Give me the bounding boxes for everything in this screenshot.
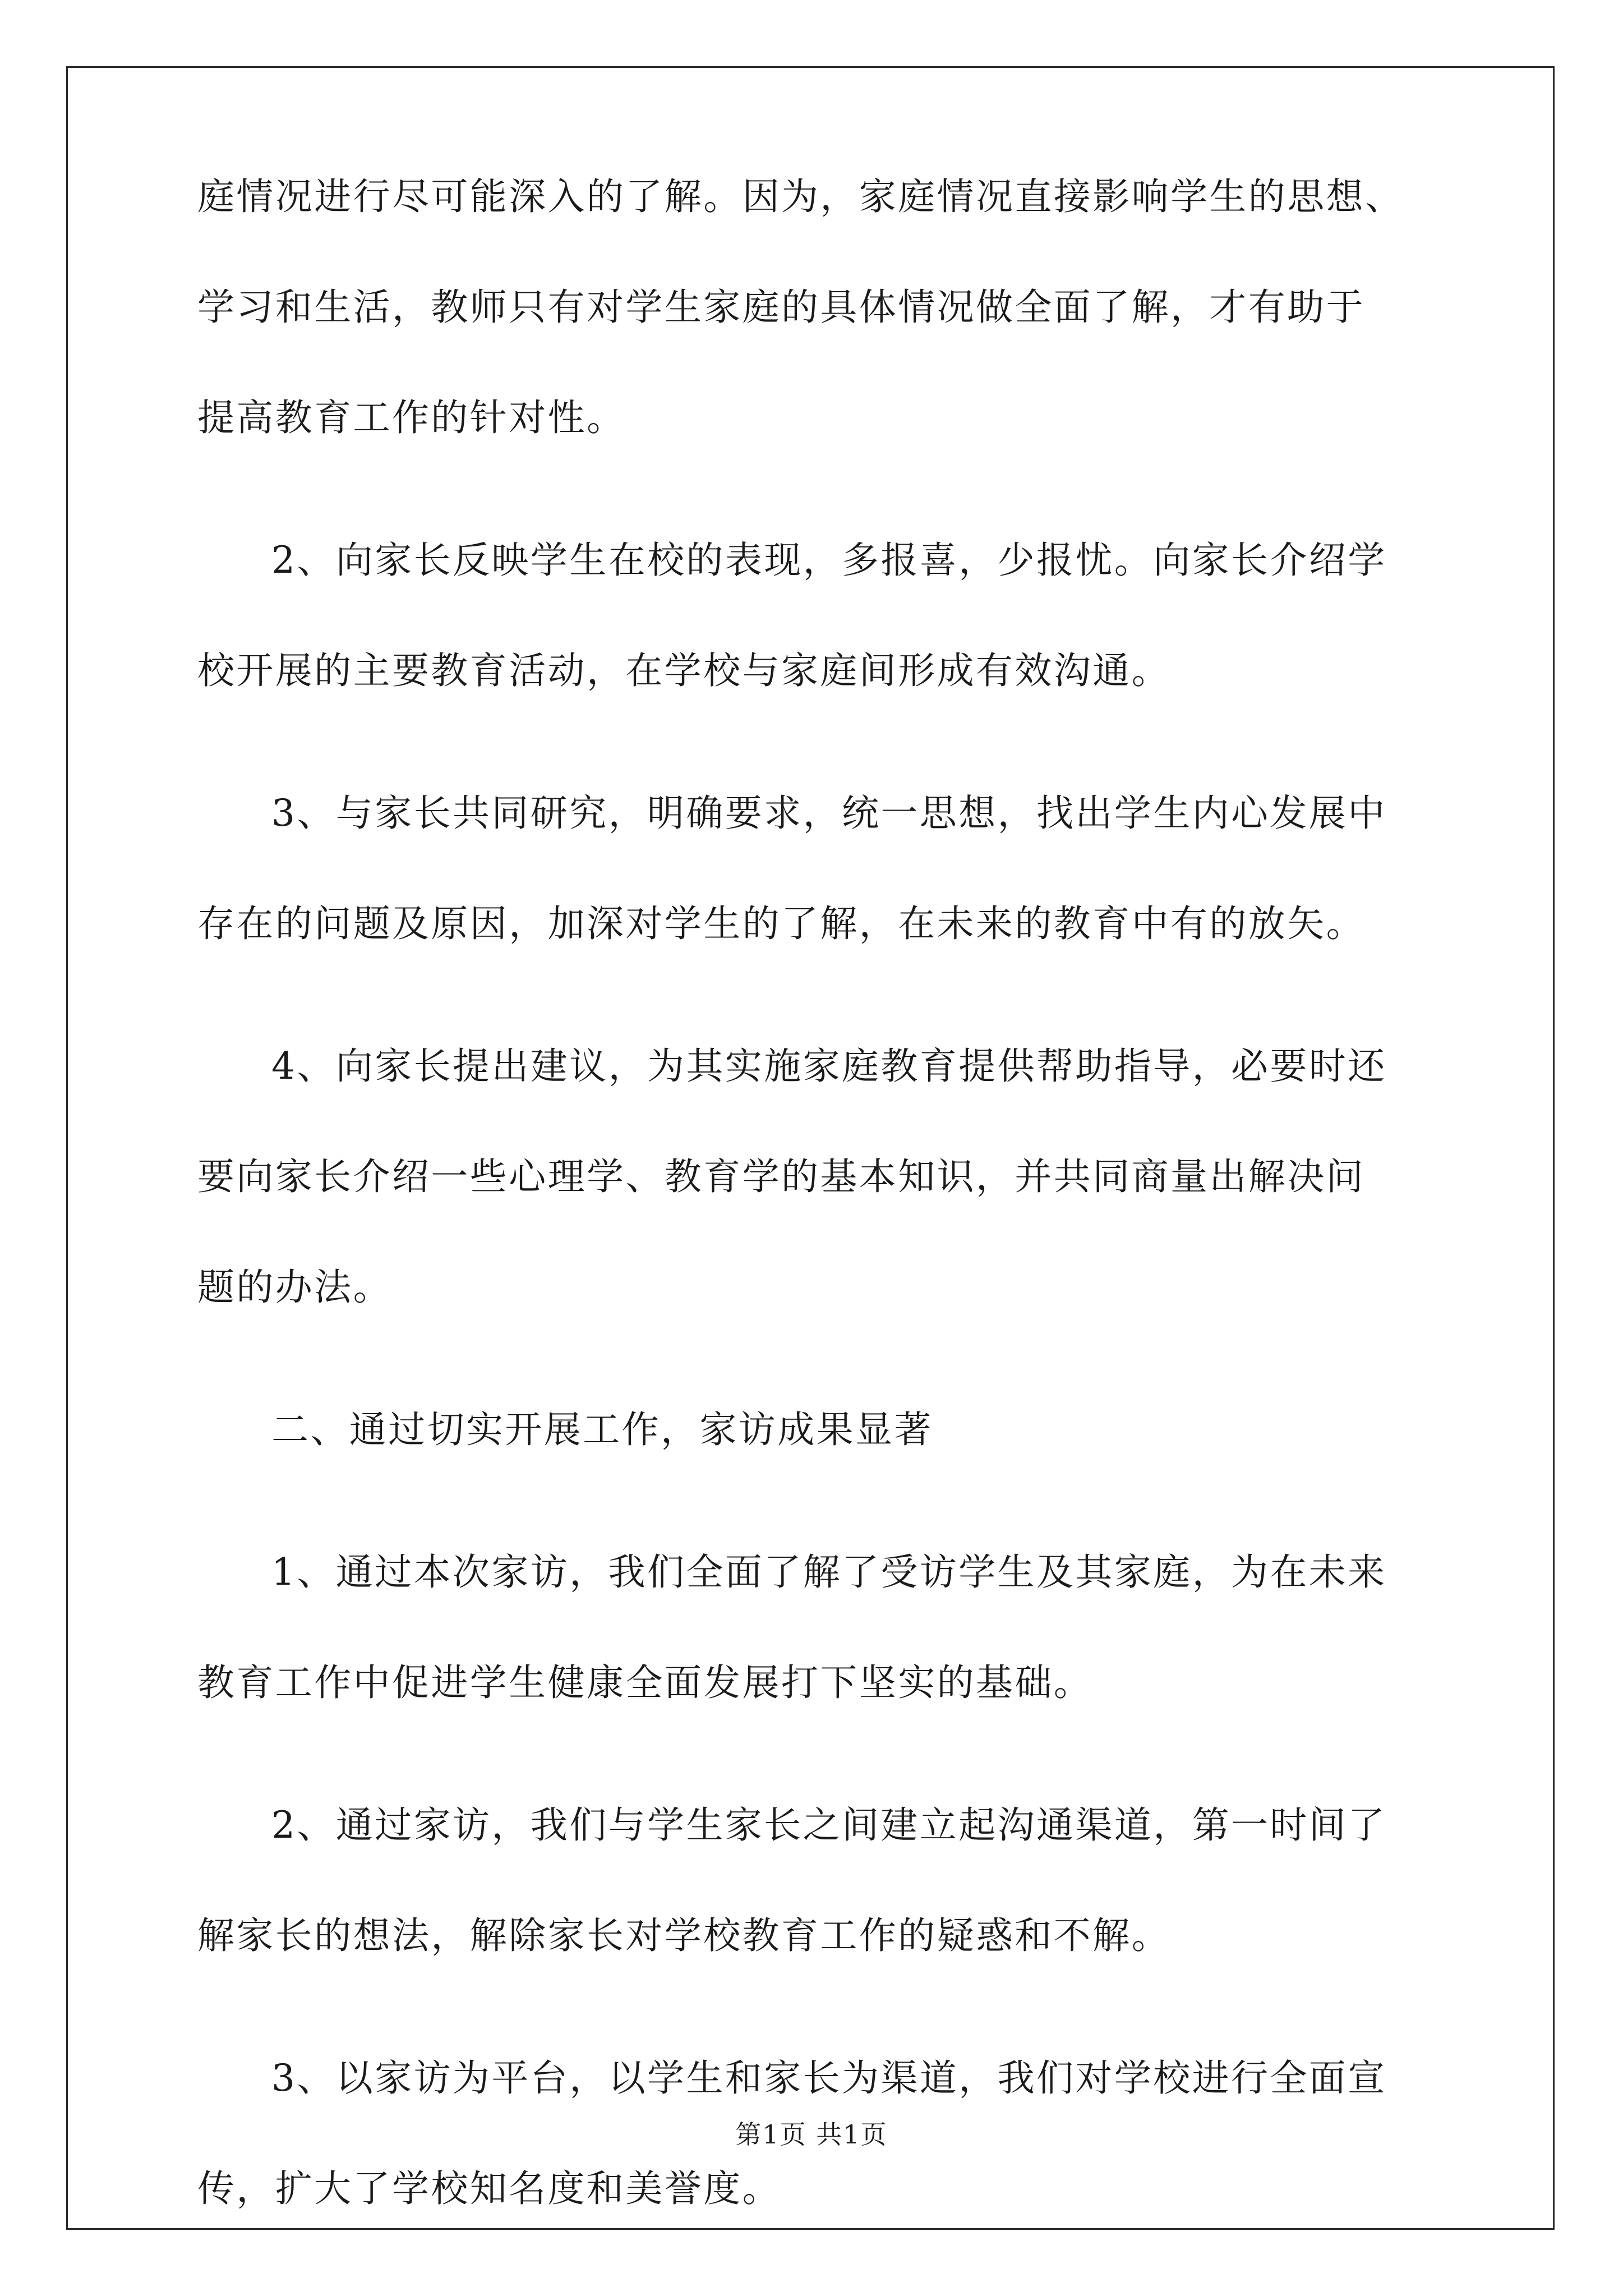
- paragraph: [197, 792, 1431, 945]
- text-line: 提高教育工作的针对性。: [197, 396, 626, 439]
- text-line: 存在的问题及原因，加深对学生的了解，在未来的教育中有的放矢。: [197, 902, 1365, 945]
- section-heading: [197, 1408, 1431, 1451]
- paragraph: [197, 539, 1431, 692]
- paragraph: [197, 1550, 1431, 1704]
- text-line: 要向家长介绍一些心理学、教育学的基本知识，并共同商量出解决问: [197, 1155, 1365, 1198]
- page-number-footer: 第1页 共1页: [735, 2119, 888, 2150]
- text-line: 题的办法。: [197, 1266, 392, 1309]
- text-line: 2、向家长反映学生在校的表现，多报喜，少报忧。向家长介绍学: [271, 539, 1387, 582]
- paragraph: [197, 1045, 1431, 1309]
- text-line: 学习和生活，教师只有对学生家庭的具体情况做全面了解，才有助于: [197, 286, 1365, 329]
- text-line: 2、通过家访，我们与学生家长之间建立起沟通渠道，第一时间了: [271, 1803, 1387, 1847]
- text-line: 庭情况进行尽可能深入的了解。因为，家庭情况直接影响学生的思想、: [197, 175, 1404, 218]
- text-line: 传，扩大了学校知名度和美誉度。: [197, 2167, 781, 2210]
- document-body: [197, 175, 1431, 2281]
- text-line: 1、通过本次家访，我们全面了解了受访学生及其家庭，为在未来: [271, 1550, 1387, 1594]
- paragraph: [197, 1803, 1431, 1957]
- text-line: 解家长的想法，解除家长对学校教育工作的疑惑和不解。: [197, 1914, 1170, 1957]
- heading-line: 二、通过切实开展工作，家访成果显著: [271, 1408, 933, 1451]
- paragraph: [197, 175, 1431, 439]
- text-line: 校开展的主要教育活动，在学校与家庭间形成有效沟通。: [197, 649, 1170, 692]
- text-line: 3、以家访为平台，以学生和家长为渠道，我们对学校进行全面宣: [271, 2056, 1387, 2100]
- text-line: 教育工作中促进学生健康全面发展打下坚实的基础。: [197, 1661, 1093, 1704]
- text-line: 3、与家长共同研究，明确要求，统一思想，找出学生内心发展中: [271, 792, 1387, 835]
- text-line: 4、向家长提出建议，为其实施家庭教育提供帮助指导，必要时还: [271, 1045, 1387, 1088]
